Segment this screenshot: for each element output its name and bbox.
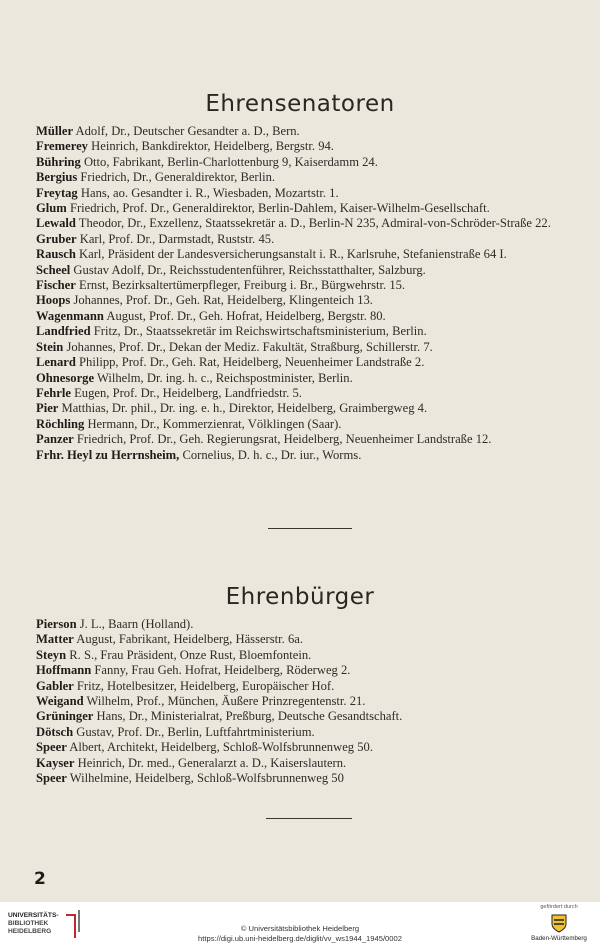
entry-details: Johannes, Prof. Dr., Geh. Rat, Heidelberg, Klingenteich 13. bbox=[70, 293, 373, 308]
list-item bbox=[36, 278, 584, 293]
list-item bbox=[36, 170, 584, 185]
list-item bbox=[36, 663, 584, 678]
entry-details: Karl, Prof. Dr., Darmstadt, Ruststr. 45. bbox=[76, 231, 275, 246]
entry-details: Gustav Adolf, Dr., Reichsstudentenführer, Reichsstatthalter, Salzburg. bbox=[70, 262, 426, 277]
entry-surname: Pier bbox=[36, 401, 59, 416]
library-line: BIBLIOTHEK bbox=[8, 920, 49, 927]
entry-details: Wilhelmine, Heidelberg, Schloß-Wolfsbrunnenweg 50 bbox=[66, 771, 344, 786]
copyright-block bbox=[0, 924, 600, 944]
entry-surname: Kayser bbox=[36, 755, 75, 770]
section-title-ehrenbuerger: Ehrenbürger bbox=[225, 584, 375, 610]
list-item bbox=[36, 401, 584, 416]
funder-block bbox=[524, 904, 594, 942]
entry-details: Friedrich, Prof. Dr., Generaldirektor, Berlin-Dahlem, Kaiser-Wilhelm-Gesellschaft. bbox=[66, 201, 490, 216]
entry-details: Hermann, Dr., Kommerzienrat, Völklingen (Saar). bbox=[84, 416, 342, 431]
entry-details: Johannes, Prof. Dr., Dekan der Mediz. Fakultät, Straßburg, Schillerstr. 7. bbox=[63, 339, 433, 354]
entry-details: Hans, Dr., Ministerialrat, Preßburg, Deutsche Gesandtschaft. bbox=[93, 709, 403, 724]
list-item bbox=[36, 371, 584, 386]
citation-link[interactable]: https://digi.ub.uni-heidelberg.de/diglit/vv_ws1944_1945/0002 bbox=[198, 934, 402, 943]
entry-surname: Steyn bbox=[36, 647, 67, 662]
list-item bbox=[36, 771, 584, 786]
list-item bbox=[36, 232, 584, 247]
page-number: 2 bbox=[34, 869, 46, 889]
list-item bbox=[36, 740, 584, 755]
entry-surname: Scheel bbox=[36, 262, 71, 277]
list-item bbox=[36, 617, 584, 632]
entry-surname: Matter bbox=[36, 632, 74, 647]
entry-surname: Fremerey bbox=[36, 139, 88, 154]
list-item bbox=[36, 648, 584, 663]
list-item bbox=[36, 309, 584, 324]
entry-surname: Hoops bbox=[36, 293, 71, 308]
list-item bbox=[36, 725, 584, 740]
list-item bbox=[36, 709, 584, 724]
entry-surname: Bühring bbox=[36, 154, 81, 169]
entry-details: Hans, ao. Gesandter i. R., Wiesbaden, Mozartstr. 1. bbox=[77, 185, 339, 200]
entry-details: Friedrich, Prof. Dr., Geh. Regierungsrat, Heidelberg, Neuenheimer Landstraße 12. bbox=[73, 432, 492, 447]
list-item bbox=[36, 355, 584, 370]
section-divider bbox=[266, 818, 352, 819]
entry-details: J. L., Baarn (Holland). bbox=[76, 617, 194, 631]
entry-details: Ernst, Bezirksaltertümerpfleger, Freiburg i. Br., Bürgwehrstr. 15. bbox=[75, 278, 406, 293]
entry-details: Eugen, Prof. Dr., Heidelberg, Landfriedstr. 5. bbox=[70, 385, 302, 400]
list-item bbox=[36, 448, 584, 463]
entry-surname: Grüninger bbox=[36, 709, 94, 724]
footer bbox=[0, 902, 600, 945]
entry-details: Albert, Architekt, Heidelberg, Schloß-Wolfsbrunnenweg 50. bbox=[66, 740, 373, 755]
entry-details: Wilhelm, Prof., München, Äußere Prinzregentenstr. 21. bbox=[83, 694, 366, 709]
entry-surname: Stein bbox=[36, 339, 64, 354]
list-item bbox=[36, 201, 584, 216]
state-seal-icon bbox=[550, 913, 568, 933]
entry-surname: Weigand bbox=[36, 694, 84, 709]
list-item bbox=[36, 186, 584, 201]
list-item bbox=[36, 124, 584, 139]
entry-details: Wilhelm, Dr. ing. h. c., Reichspostminister, Berlin. bbox=[94, 370, 353, 385]
entry-details: Adolf, Dr., Deutscher Gesandter a. D., Bern. bbox=[73, 124, 300, 138]
entry-surname: Hoffmann bbox=[36, 663, 92, 678]
entry-surname: Ohnesorge bbox=[36, 370, 95, 385]
list-item bbox=[36, 155, 584, 170]
list-item bbox=[36, 432, 584, 447]
entry-surname: Glum bbox=[36, 201, 67, 216]
entry-details: Friedrich, Dr., Generaldirektor, Berlin. bbox=[77, 170, 276, 185]
entry-details: Cornelius, D. h. c., Dr. iur., Worms. bbox=[179, 447, 362, 462]
list-item bbox=[36, 139, 584, 154]
funder-label: gefördert durch bbox=[540, 904, 578, 910]
entry-surname: Fehrle bbox=[36, 385, 71, 400]
copyright-text: © Universitätsbibliothek Heidelberg bbox=[240, 924, 360, 933]
entry-details: Fritz, Hotelbesitzer, Heidelberg, Europäischer Hof. bbox=[73, 678, 335, 693]
entry-surname: Fischer bbox=[36, 278, 76, 293]
entry-surname: Gruber bbox=[36, 231, 77, 246]
entry-details: Otto, Fabrikant, Berlin-Charlottenburg 9, Kaiserdamm 24. bbox=[80, 154, 378, 169]
entry-details: Gustav, Prof. Dr., Berlin, Luftfahrtministerium. bbox=[73, 724, 315, 739]
list-item bbox=[36, 417, 584, 432]
list-item bbox=[36, 247, 584, 262]
entry-surname: Lewald bbox=[36, 216, 76, 231]
entry-details: R. S., Frau Präsident, Onze Rust, Bloemfontein. bbox=[66, 647, 312, 662]
library-line: UNIVERSITÄTS- bbox=[8, 912, 59, 919]
list-item bbox=[36, 263, 584, 278]
entry-surname: Frhr. Heyl zu Herrnsheim, bbox=[36, 447, 180, 462]
entry-surname: Bergius bbox=[36, 170, 78, 185]
entry-details: Fritz, Dr., Staatssekretär im Reichswirtschaftsministerium, Berlin. bbox=[90, 324, 427, 339]
library-line: HEIDELBERG bbox=[8, 928, 52, 935]
entry-details: August, Fabrikant, Heidelberg, Hässerstr. 6a. bbox=[73, 632, 303, 647]
entry-surname: Dötsch bbox=[36, 724, 74, 739]
entry-surname: Gabler bbox=[36, 678, 74, 693]
entry-surname: Panzer bbox=[36, 432, 74, 447]
entry-details: August, Prof. Dr., Geh. Hofrat, Heidelberg, Bergstr. 80. bbox=[103, 308, 386, 323]
section-divider bbox=[268, 528, 352, 529]
entry-surname: Röchling bbox=[36, 416, 85, 431]
entry-surname: Müller bbox=[36, 124, 74, 138]
list-item bbox=[36, 694, 584, 709]
entry-surname: Freytag bbox=[36, 185, 78, 200]
list-item bbox=[36, 756, 584, 771]
entry-details: Theodor, Dr., Exzellenz, Staatssekretär a. D., Berlin-N 235, Admiral-von-Schröder-Straße 22. bbox=[75, 216, 551, 231]
entry-surname: Landfried bbox=[36, 324, 91, 339]
list-item bbox=[36, 679, 584, 694]
list-item bbox=[36, 386, 584, 401]
list-item bbox=[36, 293, 584, 308]
funder-name: Baden-Württemberg bbox=[531, 935, 587, 942]
list-item bbox=[36, 632, 584, 647]
entry-details: Heinrich, Bankdirektor, Heidelberg, Bergstr. 94. bbox=[87, 139, 334, 154]
entry-surname: Rausch bbox=[36, 247, 76, 262]
ehrensenatoren-list bbox=[36, 124, 584, 463]
entry-surname: Speer bbox=[36, 740, 67, 755]
entry-details: Philipp, Prof. Dr., Geh. Rat, Heidelberg, Neuenheimer Landstraße 2. bbox=[75, 355, 425, 370]
ehrenbuerger-list bbox=[36, 617, 584, 786]
entry-surname: Pierson bbox=[36, 617, 77, 631]
list-item bbox=[36, 216, 584, 231]
section-title-ehrensenatoren: Ehrensenatoren bbox=[205, 91, 395, 117]
list-item bbox=[36, 340, 584, 355]
entry-details: Fanny, Frau Geh. Hofrat, Heidelberg, Röderweg 2. bbox=[91, 663, 351, 678]
entry-surname: Speer bbox=[36, 771, 67, 786]
entry-surname: Lenard bbox=[36, 355, 76, 370]
entry-surname: Wagenmann bbox=[36, 308, 104, 323]
entry-details: Karl, Präsident der Landesversicherungsanstalt i. R., Karlsruhe, Stefanienstraße 64 I. bbox=[75, 247, 507, 262]
list-item bbox=[36, 324, 584, 339]
entry-details: Matthias, Dr. phil., Dr. ing. e. h., Direktor, Heidelberg, Graimbergweg 4. bbox=[58, 401, 428, 416]
entry-details: Heinrich, Dr. med., Generalarzt a. D., Kaiserslautern. bbox=[74, 755, 347, 770]
